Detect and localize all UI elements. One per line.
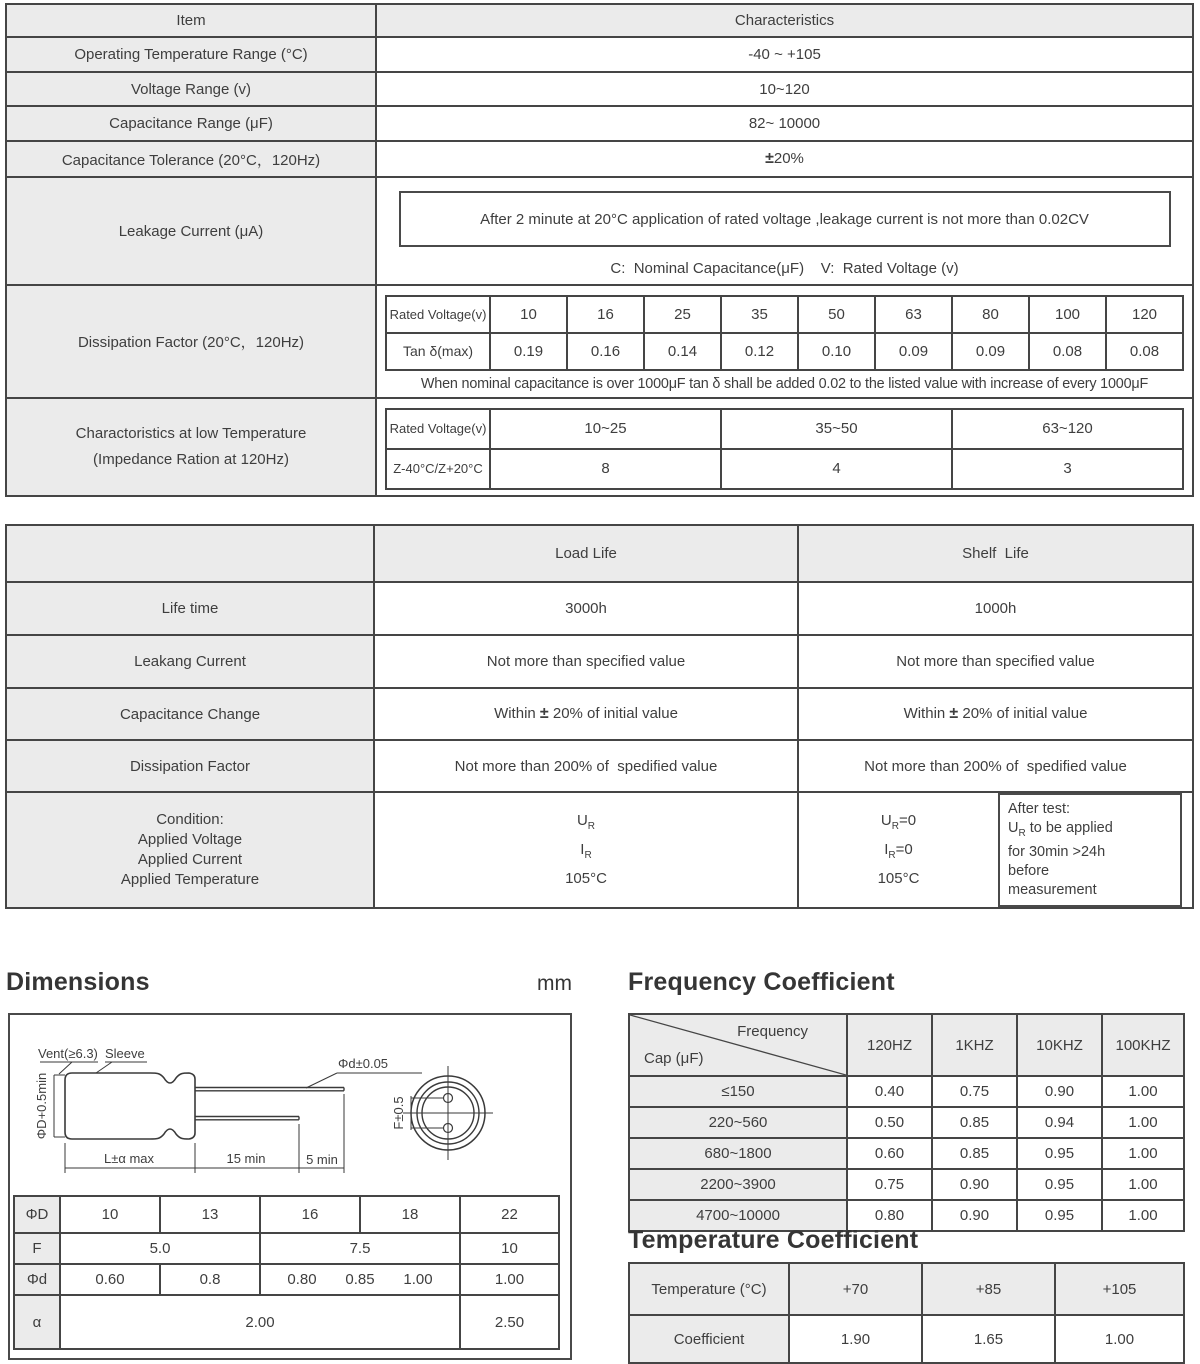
frequency-cap-corner-cell	[629, 1014, 847, 1076]
plus-minus: ±	[949, 705, 959, 722]
dissipation-note: When nominal capacitance is over 1000μF tan δ shall be added 0.02 to the listed value with increase of every 1000μF	[420, 375, 1149, 392]
low-temp-label-1: Charactoristics at low Temperature	[75, 425, 307, 442]
table-row	[6, 740, 1193, 792]
load-condition-cell	[374, 792, 798, 908]
row-label: F	[14, 1233, 60, 1264]
coeff-cell: 1.90	[789, 1315, 922, 1363]
row-value: 10~120	[376, 72, 1193, 106]
after-test-line: for 30min >24h	[1008, 843, 1106, 860]
coeff-cell: 0.85	[932, 1138, 1017, 1169]
diameter-cell: 13	[160, 1196, 260, 1233]
table-row	[14, 1233, 559, 1264]
freq-col-header: 10KHZ	[1017, 1014, 1102, 1076]
table-row	[14, 1295, 559, 1349]
lead-dia-cell: 1.00	[460, 1264, 559, 1295]
load-value	[374, 688, 798, 740]
freq-col-header: 1KHZ	[932, 1014, 1017, 1076]
pitch-cell: 7.5	[260, 1233, 460, 1264]
coeff-cell: 1.00	[1102, 1169, 1184, 1200]
applied-current-value: $I_R$	[580, 841, 592, 862]
impedance-cell: 3	[952, 449, 1183, 489]
shelf-value: Not more than specified value	[798, 635, 1193, 688]
lead-dia-cell: 0.60	[60, 1264, 160, 1295]
row-label: Dissipation Factor	[6, 740, 374, 792]
bottom-view	[403, 1066, 493, 1160]
pitch-cell: 5.0	[60, 1233, 260, 1264]
lead-dia-cell: 0.8	[160, 1264, 260, 1295]
shelf-value: Not more than 200% of spedified value	[798, 740, 1193, 792]
dimensions-table	[13, 1195, 560, 1350]
condition-label	[6, 792, 374, 908]
diagram-labels	[34, 1046, 406, 1167]
coeff-cell: 1.00	[1055, 1315, 1184, 1363]
condition-line: Applied Voltage	[137, 830, 243, 848]
tan-cell: 0.12	[721, 333, 798, 370]
coeff-cell: 1.00	[1102, 1076, 1184, 1107]
cap-range-cell: 2200~3900	[629, 1169, 847, 1200]
corner-frequency-label: Frequency	[737, 1023, 808, 1040]
table-row	[629, 1315, 1184, 1363]
leakage-row	[6, 177, 1193, 285]
coeff-cell: 0.95	[1017, 1169, 1102, 1200]
lead-dia-cell	[260, 1264, 460, 1295]
table-row	[6, 106, 1193, 141]
lead-diameter-label: Φd±0.05	[338, 1056, 389, 1071]
row-label: Leakang Current	[6, 635, 374, 688]
coeff-cell: 0.90	[932, 1200, 1017, 1231]
tan-cell: 0.19	[490, 333, 567, 370]
table-row	[629, 1138, 1184, 1169]
applied-voltage-value: $U_R$	[576, 812, 596, 833]
table-row	[6, 688, 1193, 740]
sub-label: Rated Voltage(v)	[386, 296, 490, 333]
coeff-row-label: Coefficient	[629, 1315, 789, 1363]
sub-label: Z-40°C/Z+20°C	[386, 449, 490, 489]
freq-col-header: 100KHZ	[1102, 1014, 1184, 1076]
impedance-cell: 4	[721, 449, 952, 489]
table-row	[6, 582, 1193, 635]
coeff-cell: 0.90	[932, 1169, 1017, 1200]
condition-row	[6, 792, 1193, 908]
range-cell: 63~120	[952, 409, 1183, 449]
coeff-cell: 0.60	[847, 1138, 932, 1169]
row-label: Dissipation Factor (20°C，120Hz)	[6, 285, 376, 398]
lead-pitch-label: F±0.5	[391, 1096, 406, 1130]
dissipation-row	[6, 285, 1193, 398]
cap-range-cell: ≤150	[629, 1076, 847, 1107]
coeff-cell: 0.40	[847, 1076, 932, 1107]
alpha-cell: 2.50	[460, 1295, 559, 1349]
voltage-cell: 120	[1106, 296, 1183, 333]
life-header-blank	[6, 525, 374, 582]
spec-header-characteristics: Characteristics	[376, 4, 1193, 37]
pitch-cell: 10	[460, 1233, 559, 1264]
diameter-cell: 22	[460, 1196, 559, 1233]
cap-range-cell: 220~560	[629, 1107, 847, 1138]
tan-cell: 0.14	[644, 333, 721, 370]
coeff-cell: 0.85	[932, 1107, 1017, 1138]
condition-line: Applied Current	[137, 850, 243, 868]
voltage-cell: 80	[952, 296, 1029, 333]
spec-header-item: Item	[6, 4, 376, 37]
low-temp-cell	[376, 398, 1193, 496]
text: 20% of initial value	[958, 705, 1088, 722]
table-row	[14, 1196, 559, 1233]
dissipation-cell	[376, 285, 1193, 398]
coeff-cell: 1.00	[1102, 1107, 1184, 1138]
table-row	[6, 37, 1193, 72]
temp-value-header: +85	[922, 1263, 1055, 1315]
load-value: 3000h	[374, 582, 798, 635]
leakage-note-box: After 2 minute at 20°C application of rated voltage ,leakage current is not more than 0.02CV	[399, 191, 1171, 247]
temp-value-header: +105	[1055, 1263, 1184, 1315]
body-diameter-label: ΦD+0.5min	[34, 1072, 49, 1140]
voltage-cell: 50	[798, 296, 875, 333]
row-label: Capacitance Change	[6, 688, 374, 740]
after-test-line: After test:	[1008, 801, 1071, 817]
after-test-box	[998, 793, 1182, 907]
leakage-legend: C: Nominal Capacitance(μF) V: Rated Voltage (v)	[610, 260, 959, 277]
coeff-cell: 0.95	[1017, 1200, 1102, 1231]
row-value: -40 ~ +105	[376, 37, 1193, 72]
row-label: Life time	[6, 582, 374, 635]
row-label: Capacitance Range (μF)	[6, 106, 376, 141]
tan-cell: 0.16	[567, 333, 644, 370]
coeff-cell: 0.95	[1017, 1138, 1102, 1169]
corner-cap-label: Cap (μF)	[644, 1050, 704, 1067]
coeff-cell: 1.00	[1102, 1200, 1184, 1231]
row-value: 82~ 10000	[376, 106, 1193, 141]
lead5-label: 5 min	[306, 1152, 338, 1167]
plus-minus: ±	[539, 705, 549, 722]
coeff-cell: 1.00	[1102, 1138, 1184, 1169]
table-row	[629, 1169, 1184, 1200]
temp-row-label: Temperature (°C)	[629, 1263, 789, 1315]
dimensions-header	[6, 968, 572, 997]
text: Within	[494, 705, 540, 722]
condition-line: Condition:	[156, 810, 224, 828]
temperature-coefficient-table	[628, 1262, 1185, 1364]
coeff-cell: 0.90	[1017, 1076, 1102, 1107]
capacitor-diagram	[10, 1021, 572, 1193]
after-test-line: $U_R$ to be applied	[1008, 820, 1113, 839]
after-test-line: measurement	[1008, 881, 1097, 898]
low-temp-label-2: (Impedance Ration at 120Hz)	[93, 451, 289, 468]
tan-cell: 0.09	[875, 333, 952, 370]
coeff-cell: 0.50	[847, 1107, 932, 1138]
table-row	[6, 635, 1193, 688]
dimensions-box	[8, 1013, 572, 1360]
range-cell: 35~50	[721, 409, 952, 449]
row-label: Leakage Current (μA)	[6, 177, 376, 285]
sub-label: Rated Voltage(v)	[386, 409, 490, 449]
shelf-life-header: Shelf Life	[798, 525, 1193, 582]
table-row	[629, 1107, 1184, 1138]
freq-col-header: 120HZ	[847, 1014, 932, 1076]
tan-cell: 0.10	[798, 333, 875, 370]
frequency-coefficient-table	[628, 1013, 1185, 1232]
low-temp-subtable	[385, 408, 1184, 490]
load-life-header: Load Life	[374, 525, 798, 582]
coeff-cell: 0.75	[932, 1076, 1017, 1107]
temperature-coefficient-title: Temperature Coefficient	[628, 1226, 919, 1254]
cap-range-cell: 680~1800	[629, 1138, 847, 1169]
applied-temp-value: 105°C	[565, 870, 607, 888]
coeff-cell: 0.94	[1017, 1107, 1102, 1138]
diameter-cell: 16	[260, 1196, 360, 1233]
table-row	[14, 1264, 559, 1295]
voltage-cell: 25	[644, 296, 721, 333]
low-temp-row	[6, 398, 1193, 496]
diameter-cell: 10	[60, 1196, 160, 1233]
frequency-coefficient-title: Frequency Coefficient	[628, 968, 895, 996]
table-row	[6, 141, 1193, 177]
diameter-cell: 18	[360, 1196, 460, 1233]
alpha-cell: 2.00	[60, 1295, 460, 1349]
load-value: Not more than specified value	[374, 635, 798, 688]
applied-current-value: $I_R=0$	[884, 841, 913, 862]
dimensions-title: Dimensions	[6, 968, 150, 996]
vent-label: Vent(≥6.3)	[38, 1046, 98, 1061]
row-label: ΦD	[14, 1196, 60, 1233]
lead-dia-value: 1.00	[403, 1271, 433, 1288]
row-label: α	[14, 1295, 60, 1349]
spec-table	[5, 3, 1194, 497]
shelf-condition-cell	[798, 792, 1193, 908]
leakage-cell	[376, 177, 1193, 285]
table-row	[6, 72, 1193, 106]
condition-line: Applied Temperature	[120, 870, 260, 888]
voltage-cell: 35	[721, 296, 798, 333]
row-label: Voltage Range (v)	[6, 72, 376, 106]
load-value: Not more than 200% of spedified value	[374, 740, 798, 792]
lead15-label: 15 min	[226, 1151, 266, 1166]
row-label	[6, 398, 376, 496]
tan-cell: 0.08	[1029, 333, 1106, 370]
shelf-value: 1000h	[798, 582, 1193, 635]
body-length-label: L±α max	[103, 1151, 155, 1166]
dimensions-unit: mm	[537, 972, 572, 995]
plus-minus: ±	[765, 150, 774, 167]
coeff-cell: 1.65	[922, 1315, 1055, 1363]
impedance-cell: 8	[490, 449, 721, 489]
voltage-cell: 16	[567, 296, 644, 333]
temp-value-header: +70	[789, 1263, 922, 1315]
range-cell: 10~25	[490, 409, 721, 449]
cap-range-cell: 4700~10000	[629, 1200, 847, 1231]
lead-dia-value: 0.85	[345, 1271, 375, 1288]
coeff-cell: 0.75	[847, 1169, 932, 1200]
life-table	[5, 524, 1194, 909]
tan-cell: 0.08	[1106, 333, 1183, 370]
row-label: Capacitance Tolerance (20°C，120Hz)	[6, 141, 376, 177]
table-row	[629, 1076, 1184, 1107]
row-label: Operating Temperature Range (°C)	[6, 37, 376, 72]
tolerance-value: 20%	[773, 150, 804, 167]
sub-label: Tan δ(max)	[386, 333, 490, 370]
sleeve-label: Sleeve	[105, 1046, 145, 1061]
applied-voltage-value: $U_R=0$	[880, 812, 917, 833]
tan-cell: 0.09	[952, 333, 1029, 370]
shelf-value	[798, 688, 1193, 740]
voltage-cell: 100	[1029, 296, 1106, 333]
voltage-cell: 63	[875, 296, 952, 333]
lead-dia-value: 0.80	[287, 1271, 317, 1288]
applied-temp-value: 105°C	[877, 870, 920, 888]
voltage-cell: 10	[490, 296, 567, 333]
row-label: Φd	[14, 1264, 60, 1295]
dissipation-subtable	[385, 295, 1184, 371]
row-value	[376, 141, 1193, 177]
text: 20% of initial value	[548, 705, 678, 722]
capacitor-body-outline	[65, 1073, 344, 1139]
text: Within	[903, 705, 950, 722]
coeff-cell: 0.80	[847, 1200, 932, 1231]
after-test-line: before	[1008, 862, 1050, 879]
